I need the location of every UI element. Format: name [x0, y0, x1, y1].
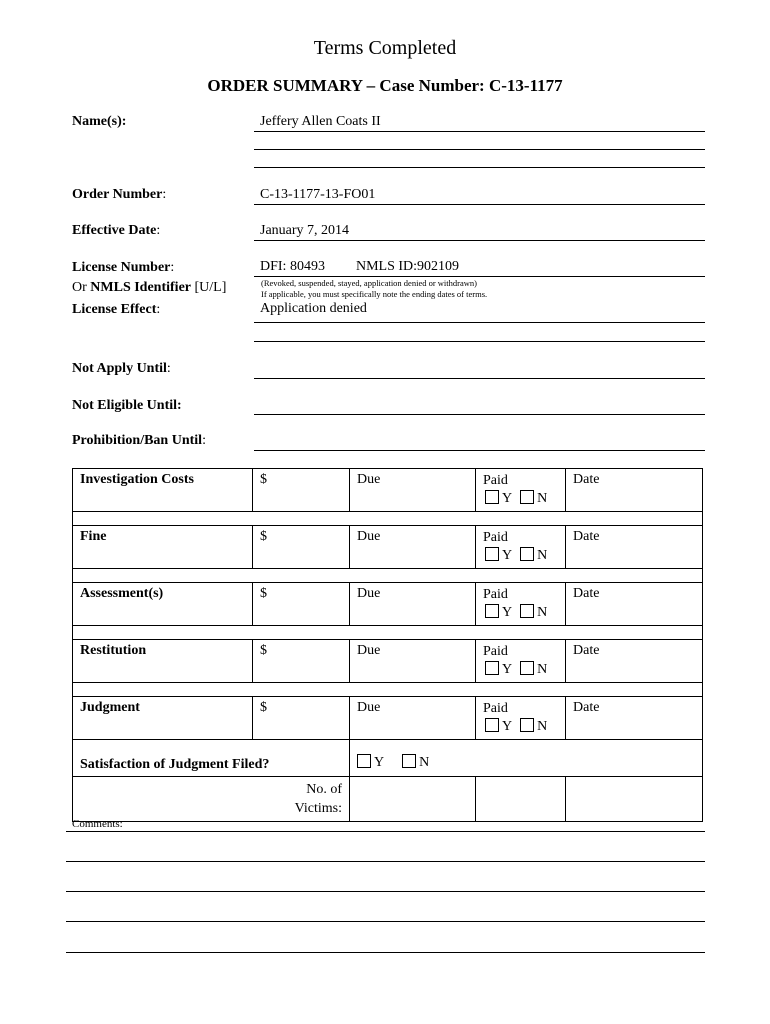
names-label: Name(s): [72, 114, 127, 129]
satisfaction-yes-label: Y [374, 755, 385, 770]
due-label: Due [357, 586, 381, 601]
paid-label: Paid [483, 530, 508, 545]
dfi-value: DFI: 80493 [260, 259, 325, 274]
paid-no-label: N [537, 662, 548, 677]
date-label: Date [573, 472, 600, 487]
license-number-line[interactable] [254, 276, 705, 277]
costs-table [72, 468, 703, 822]
comments-label: Comments: [72, 818, 123, 830]
dollar-sign: $ [260, 700, 267, 715]
date-cell[interactable] [566, 526, 703, 569]
paid-label: Paid [483, 587, 508, 602]
paid-cell [476, 469, 566, 512]
table-row [73, 697, 703, 740]
paid-no-checkbox[interactable] [520, 661, 534, 675]
paid-yes-checkbox[interactable] [485, 547, 499, 561]
paid-no-label: N [537, 491, 548, 506]
paid-cell [476, 583, 566, 626]
comments-line-3[interactable] [66, 891, 705, 892]
table-spacer-row [73, 683, 703, 697]
paid-no-label: N [537, 719, 548, 734]
not-eligible-until-label: Not Eligible Until: [72, 398, 182, 413]
order-number-value: C-13-1177-13-FO01 [260, 187, 376, 202]
paid-yes-checkbox[interactable] [485, 661, 499, 675]
paid-cell [476, 526, 566, 569]
victims-label-line-1: No. of [306, 782, 342, 797]
date-cell[interactable] [566, 697, 703, 740]
spacer-cell [73, 512, 703, 526]
license-effect-label: License Effect: [72, 302, 161, 317]
not-apply-until-line[interactable] [254, 378, 705, 379]
due-cell[interactable] [350, 526, 476, 569]
paid-group [483, 472, 558, 508]
date-cell[interactable] [566, 469, 703, 512]
paid-yes-label: Y [502, 662, 513, 677]
amount-cell[interactable] [253, 469, 350, 512]
amount-cell[interactable] [253, 526, 350, 569]
satisfaction-options-cell [350, 740, 703, 777]
page-title: Terms Completed [313, 37, 457, 59]
paid-label: Paid [483, 644, 508, 659]
names-line-3[interactable] [254, 167, 705, 168]
amount-cell[interactable] [253, 640, 350, 683]
paid-no-checkbox[interactable] [520, 490, 534, 504]
comments-line-2[interactable] [66, 861, 705, 862]
due-cell[interactable] [350, 469, 476, 512]
paid-no-checkbox[interactable] [520, 604, 534, 618]
due-label: Due [357, 700, 381, 715]
satisfaction-no-checkbox[interactable] [402, 754, 416, 768]
cost-type-cell [73, 640, 253, 683]
paid-yes-checkbox[interactable] [485, 718, 499, 732]
dollar-sign: $ [260, 643, 267, 658]
paid-yes-label: Y [502, 719, 513, 734]
license-effect-line-1[interactable] [254, 322, 705, 323]
satisfaction-label: Satisfaction of Judgment Filed? [80, 757, 270, 772]
paid-group [483, 529, 558, 565]
victims-row [73, 777, 703, 822]
date-label: Date [573, 700, 600, 715]
case-summary-heading: ORDER SUMMARY – Case Number: C-13-1177 [207, 76, 563, 95]
nmls-identifier-label: Or NMLS Identifier [U/L] [72, 280, 227, 295]
table-row [73, 526, 703, 569]
cost-type-label: Restitution [80, 643, 147, 658]
paid-label: Paid [483, 473, 508, 488]
paid-no-label: N [537, 605, 548, 620]
paid-no-checkbox[interactable] [520, 547, 534, 561]
date-label: Date [573, 586, 600, 601]
paid-yes-checkbox[interactable] [485, 604, 499, 618]
paid-no-label: N [537, 548, 548, 563]
due-label: Due [357, 643, 381, 658]
order-number-label: Order Number: [72, 187, 167, 202]
table-spacer-row [73, 512, 703, 526]
date-label: Date [573, 529, 600, 544]
nmls-value: NMLS ID:902109 [356, 259, 460, 274]
paid-group [483, 643, 558, 679]
not-eligible-until-line[interactable] [254, 414, 705, 415]
victims-count-cell[interactable] [350, 777, 476, 822]
cost-type-label: Assessment(s) [80, 586, 164, 601]
prohibition-ban-until-line[interactable] [254, 450, 705, 451]
license-number-label: License Number: [72, 260, 175, 275]
license-effect-value: Application denied [260, 301, 367, 316]
amount-cell[interactable] [253, 583, 350, 626]
license-effect-line-2[interactable] [254, 341, 705, 342]
amount-cell[interactable] [253, 697, 350, 740]
date-label: Date [573, 643, 600, 658]
paid-yes-label: Y [502, 605, 513, 620]
cost-type-cell [73, 469, 253, 512]
table-spacer-row [73, 626, 703, 640]
cost-type-cell [73, 697, 253, 740]
table-row [73, 640, 703, 683]
satisfaction-no-label: N [419, 755, 430, 770]
table-row [73, 469, 703, 512]
cost-type-label: Judgment [80, 700, 140, 715]
paid-cell [476, 697, 566, 740]
comments-line-4[interactable] [66, 921, 705, 922]
dollar-sign: $ [260, 472, 267, 487]
date-cell[interactable] [566, 583, 703, 626]
paid-yes-label: Y [502, 548, 513, 563]
effective-date-label: Effective Date: [72, 223, 161, 238]
license-effect-note-2: If applicable, you must specifically note the ending dates of terms. [261, 289, 488, 299]
paid-yes-no [483, 718, 558, 736]
paid-group [483, 700, 558, 736]
paid-yes-checkbox[interactable] [485, 490, 499, 504]
effective-date-value: January 7, 2014 [260, 223, 350, 238]
paid-label: Paid [483, 701, 508, 716]
cost-type-cell [73, 526, 253, 569]
names-value: Jeffery Allen Coats II [260, 114, 381, 129]
satisfaction-row [73, 740, 703, 777]
comments-line-5[interactable] [66, 952, 705, 953]
not-apply-until-label: Not Apply Until: [72, 361, 171, 376]
effective-date-line[interactable] [254, 240, 705, 241]
names-line-2[interactable] [254, 149, 705, 150]
paid-no-checkbox[interactable] [520, 718, 534, 732]
victims-label-line-2: Victims: [294, 801, 342, 816]
satisfaction-label-cell [73, 740, 350, 777]
due-label: Due [357, 472, 381, 487]
order-number-line[interactable] [254, 204, 705, 205]
cost-type-cell [73, 583, 253, 626]
paid-yes-label: Y [502, 491, 513, 506]
table-row [73, 583, 703, 626]
paid-group [483, 586, 558, 622]
license-effect-note-1: (Revoked, suspended, stayed, application denied or withdrawn) [261, 278, 477, 288]
due-cell[interactable] [350, 697, 476, 740]
spacer-cell [73, 683, 703, 697]
paid-yes-no [483, 490, 558, 508]
names-line-1[interactable] [254, 131, 705, 132]
cost-type-label: Fine [80, 529, 107, 544]
victims-extra-cell-1[interactable] [476, 777, 566, 822]
paid-cell [476, 640, 566, 683]
prohibition-ban-until-label: Prohibition/Ban Until: [72, 433, 206, 448]
victims-label-cell [73, 777, 350, 822]
paid-yes-no [483, 547, 558, 565]
spacer-cell [73, 626, 703, 640]
dollar-sign: $ [260, 586, 267, 601]
paid-yes-no [483, 604, 558, 622]
dollar-sign: $ [260, 529, 267, 544]
due-label: Due [357, 529, 381, 544]
cost-type-label: Investigation Costs [80, 472, 194, 487]
satisfaction-yes-checkbox[interactable] [357, 754, 371, 768]
date-cell[interactable] [566, 640, 703, 683]
spacer-cell [73, 569, 703, 583]
table-spacer-row [73, 569, 703, 583]
due-cell[interactable] [350, 583, 476, 626]
victims-extra-cell-2[interactable] [566, 777, 703, 822]
comments-line-1[interactable] [66, 831, 705, 832]
due-cell[interactable] [350, 640, 476, 683]
paid-yes-no [483, 661, 558, 679]
